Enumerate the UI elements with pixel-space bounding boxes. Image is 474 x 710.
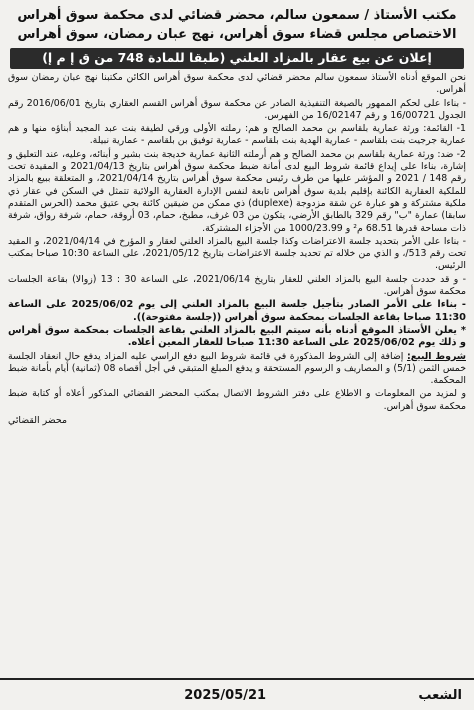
conditions-paragraph — [8, 351, 466, 388]
sale-session-paragraph: - و قد حددت جلسة البيع بالمزاد العلني للعقار بتاريخ 2021/06/14، على الساعة 30 : 13 (زوالا) بقاعة الجلسات محكمة سوق أهراس. — [8, 273, 466, 298]
notice-body — [6, 72, 468, 413]
claimants-paragraph: 1- القائمة: ورثة عمارية بلقاسم بن محمد الصالح و هم: رملته الأولى ورقي لطيفة بنت عبد المجيد أبناؤه منها و هم عمارية جرجيت بنت بلقاسم - عمارية الهدية بنت بلقاسم - عمارية توفيق بن بلقاسم - عمارية نبيلة. — [8, 123, 466, 147]
announcement-paragraph: * يعلن الأستاذ الموقع أدناه بأنه سيتم البيع بالمزاد العلني بقاعة الجلسات بمحكمة سوق أهراس و ذلك يوم 2025/06/02 على الساعة 11:30 صباحا للعقار المعين أعلاه. — [8, 324, 466, 349]
signature-row — [6, 415, 468, 426]
property-paragraph: 2- ضد: ورثة عمارية بلقاسم بن محمد الصالح و هم أرملته الثانية عمارية خديجة بنت بشير و أبنائه، وعليه، عند التعليق و إشارة، بناءا على إيداع قائمة شروط البيع لدى أمانة ضبط محكمة سوق أهراس بتاريخ 2021/04/13 و المقيدة تحت رقم 148 / 2021 و المؤشر عليها من طرف رئيس محكمة سوق أهراس بتاريخ 2021/04/14، و المتعلقة ببيع بالمزاد للملكية العقارية الكائنة بإقليم بلدية سوق أهراس تابعة لنفس الإدارة العقارية الولائية تتمثل في السكن في عقار ذي ملكية مشتركة و هو عبارة عن شقة مزدوجة (duplexe) ذي ممكن من ضيقين كائنة بحي عتيق محمد (الحرس المتقدم سابقا) عمارة "ب" رقم 329 بالطابق الأرضي، يتكون من 03 غرف، مطبخ، حمام، 03 أروقة، حمام، شرفة رواق، شرفة ذات مساحة قدرها 68.51 م² و 1000/23.99 من الأجزاء المشتركة. — [8, 148, 467, 234]
notice-header — [6, 6, 468, 44]
signature-left: محضر القضائي — [8, 415, 67, 427]
header-line-2: الاختصاص مجلس قضاء سوق أهراس، نهج عبان رمضان، سوق أهراس — [17, 27, 457, 42]
info-paragraph: و لمزيد من المعلومات و الاطلاع على دفتر الشروط الاتصال بمكتب المحضر القضائي المذكور أعلاه أو كتابة ضبط محكمة سوق أهراس. — [8, 388, 466, 412]
notice-title: إعلان عن بيع عقار بالمزاد العلني (طبقا للمادة 748 من ق إ م إ) — [10, 48, 464, 69]
conditions-text: إضافة إلى الشروط المذكورة في قائمة شروط البيع دفع الراسي عليه المزاد يدفع حال انعقاد الجلسة خمس الثمن (5/1) و المصاريف و الرسوم المستحقة و يدفع المبلغ المتبقي في أجل أقصاه 08 (ثمانية) أيام بأمانة ضبط المحكمة. — [8, 350, 466, 387]
newspaper-name: الشعب — [418, 687, 462, 703]
postponement-paragraph: - بناءا على الأمر الصادر بتأجيل جلسة البيع بالمزاد العلني إلى يوم 2025/06/02 على الساعة 11:30 صباحا بقاعة الجلسات بمحكمة سوق أهراس ((جلسة مفتوحة)). — [8, 299, 466, 323]
publication-date: 2025/05/21 — [184, 687, 267, 703]
header-line-1: مكتب الأستاذ / سمعون سالم، محضر قضائي لدى محكمة سوق أهراس — [17, 8, 457, 23]
judgment-paragraph: - بناءا على لحكم الممهور بالصيغة التنفيذية الصادر عن محكمة سوق أهراس القسم العقاري بتاريخ 2016/06/01 رقم الجدول 16/00721 و رقم 16/02147 من الفهرس. — [8, 97, 467, 121]
objections-paragraph: - بناءا على الأمر بتحديد جلسة الاعتراضات وكذا جلسة البيع بالمزاد العلني لعقار و المؤرخ في 2021/04/14، و المقيد تحت رقم 513/، و الذي من خلاله تم تحديد جلسة الاعتراضات بتاريخ 2021/05/12، على الساعة 10:30 صباحا بمكتب الرئيس. — [8, 235, 466, 272]
conditions-heading: شروط البيع: — [406, 350, 466, 362]
page-footer — [0, 678, 474, 710]
intro-paragraph: نحن الموقع أدناه الأستاذ سمعون سالم محضر قضائي لدى محكمة سوق أهراس الكائن مكتبنا نهج عبان رمضان سوق أهراس. — [8, 72, 466, 96]
